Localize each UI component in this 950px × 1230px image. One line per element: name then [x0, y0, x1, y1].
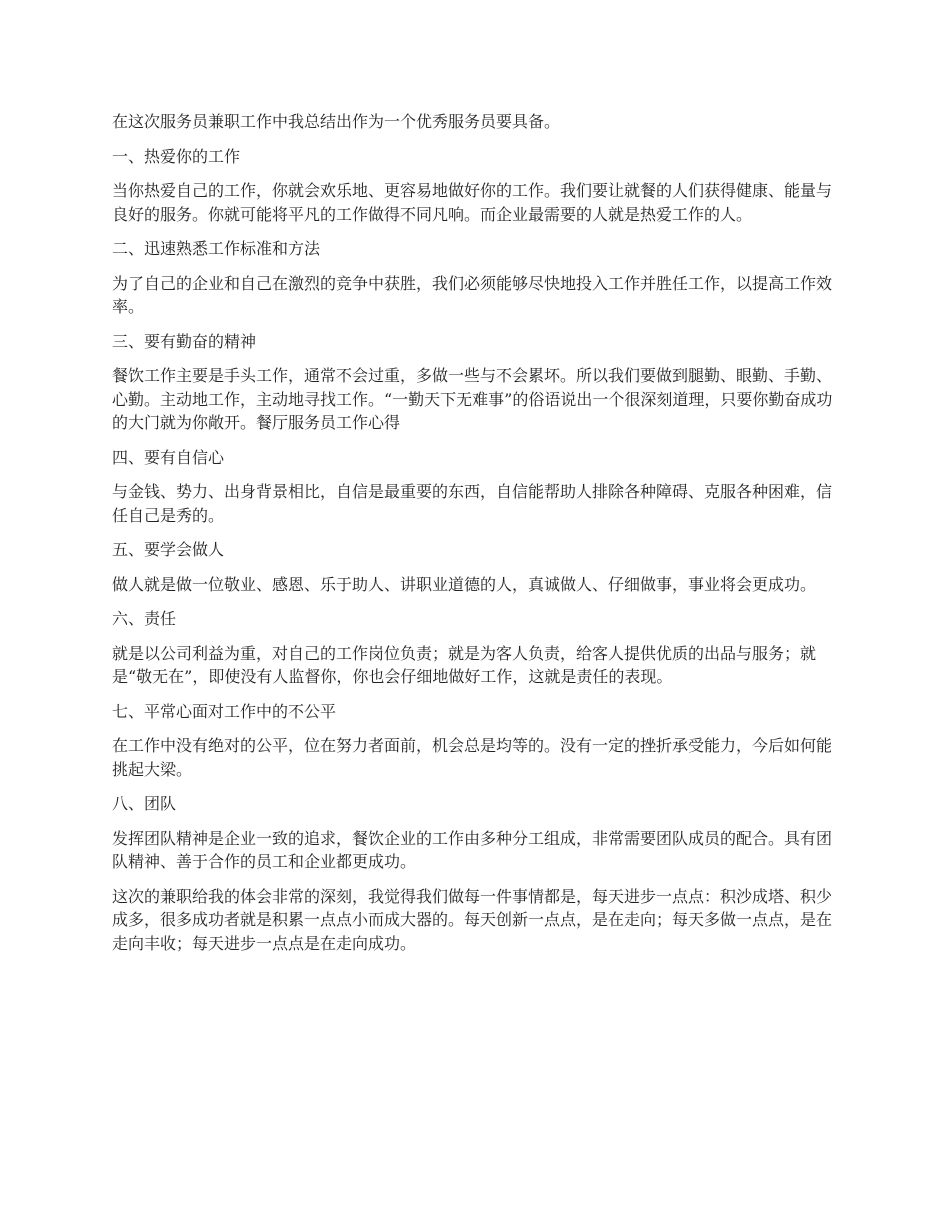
section-body-6: 就是以公司利益为重，对自己的工作岗位负责；就是为客人负责，给客人提供优质的出品与服务；就是“敬无在”，即使没有人监督你，你也会仔细地做好工作，这就是责任的表现。 — [112, 643, 817, 686]
section-heading-3: 三、要有勤奋的精神 — [112, 331, 257, 351]
section-heading-4: 四、要有自信心 — [112, 447, 225, 467]
section-body-4: 与金钱、势力、出身背景相比，自信是最重要的东西，自信能帮助人排除各种障碍、克服各种困难，信任自己是秀的。 — [112, 482, 833, 525]
section-body-7: 在工作中没有绝对的公平，位在努力者面前，机会总是均等的。没有一定的挫折承受能力，今后如何能挑起大梁。 — [112, 736, 833, 779]
section-body-2: 为了自己的企业和自己在激烈的竞争中获胜，我们必须能够尽快地投入工作并胜任工作，以提高工作效率。 — [112, 273, 833, 316]
section-heading-5: 五、要学会做人 — [112, 540, 225, 559]
section-heading-2: 二、迅速熟悉工作标准和方法 — [112, 239, 321, 258]
section-body-8: 发挥团队精神是企业一致的追求，餐饮企业的工作由多种分工组成，非常需要团队成员的配合。具有团队精神、善于合作的员工和企业都更成功。 — [112, 828, 833, 871]
section-heading-7: 七、平常心面对工作中的不公平 — [112, 701, 337, 721]
section-body-3: 餐饮工作主要是手头工作，通常不会过重，多做一些与不会累坏。所以我们要做到腿勤、眼勤、手勤、心勤。主动地工作，主动地寻找工作。“一勤天下无难事”的俗语说出一个很深刻道理，只要你勤奋成功的大门就为你敞开。餐厅服务员工作心得 — [112, 366, 833, 432]
section-heading-1: 一、热爱你的工作 — [112, 146, 241, 166]
section-heading-8: 八、团队 — [112, 794, 177, 813]
section-body-1: 当你热爱自己的工作，你就会欢乐地、更容易地做好你的工作。我们要让就餐的人们获得健康、能量与良好的服务。你就可能将平凡的工作做得不同凡响。而企业最需要的人就是热爱工作的人。 — [112, 181, 833, 224]
section-heading-6: 六、责任 — [112, 609, 177, 628]
document-page — [112, 110, 842, 966]
intro-paragraph: 在这次服务员兼职工作中我总结出作为一个优秀服务员要具备。 — [112, 112, 561, 131]
section-body-5: 做人就是做一位敬业、感恩、乐于助人、讲职业道德的人，真诚做人、仔细做事，事业将会更成功。 — [112, 574, 817, 594]
conclusion-paragraph: 这次的兼职给我的体会非常的深刻，我觉得我们做每一件事情都是，每天进步一点点：积沙成塔、积少成多，很多成功者就是积累一点点小而成大器的。每天创新一点点，是在走向；每天多做一点点，是在走向丰收；每天进步一点点是在走向成功。 — [112, 886, 833, 953]
